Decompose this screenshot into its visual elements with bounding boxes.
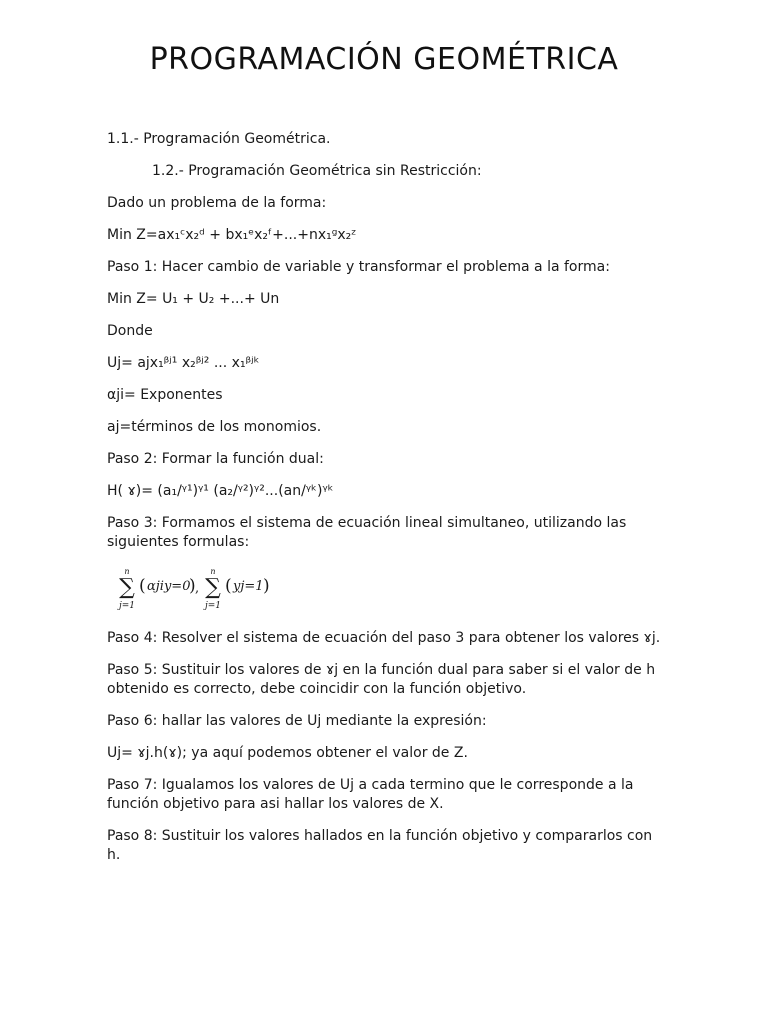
step-6: Paso 6: hallar las valores de Uj mediante la expresión: <box>107 713 487 729</box>
section-heading-1-1: 1.1.- Programación Geométrica. <box>107 131 331 147</box>
paren-open-2: ( <box>225 576 232 596</box>
sum-term-1: αjiy=0 <box>147 579 191 594</box>
sum-lower-limit-1: j=1 <box>118 601 136 611</box>
sum-lower-limit-2: j=1 <box>204 601 222 611</box>
summation-formula-graphic <box>113 565 313 617</box>
definition-exponents: αji= Exponentes <box>107 387 223 403</box>
definition-terms: aj=términos de los monomios. <box>107 419 322 435</box>
section-heading-1-2: 1.2.- Programación Geométrica sin Restricción: <box>152 163 482 179</box>
paragraph-intro: Dado un problema de la forma: <box>107 195 327 211</box>
summation-formula <box>113 565 667 617</box>
sum-symbol-1: ∑ <box>119 575 135 600</box>
step-3: Paso 3: Formamos el sistema de ecuación lineal simultaneo, utilizando las siguientes formulas: <box>107 515 627 550</box>
step-2: Paso 2: Formar la función dual: <box>107 451 324 467</box>
sum-term-2: yj=1 <box>233 579 264 594</box>
step-7: Paso 7: Igualamos los valores de Uj a cada termino que le corresponde a la función objetivo para asi hallar los valores de X. <box>107 777 634 812</box>
formula-uj-expression: Uj= ɤj.h(ɤ); ya aquí podemos obtener el valor de Z. <box>107 745 468 761</box>
step-4: Paso 4: Resolver el sistema de ecuación del paso 3 para obtener los valores ɤj. <box>107 630 661 646</box>
paren-close-2: ) <box>263 576 270 596</box>
paren-open-1: ( <box>139 576 146 596</box>
sum-upper-limit-2: n <box>210 567 216 576</box>
sum-upper-limit-1: n <box>124 567 130 576</box>
formula-min-z: Min Z= U₁ + U₂ +...+ Un <box>107 291 280 307</box>
page-title: PROGRAMACIÓN GEOMÉTRICA <box>149 42 619 77</box>
formula-dual-function: H( ɤ)= (a₁/ᵞ¹)ᵞ¹ (a₂/ᵞ²)ᵞ²...(an/ᵞᵏ)ᵞᵏ <box>107 483 334 499</box>
formula-uj: Uj= ajx₁ᵝʲ¹ x₂ᵝʲ² ... x₁ᵝʲᵏ <box>107 355 260 371</box>
formula-objective: Min Z=ax₁ᶜx₂ᵈ + bx₁ᵉx₂ᶠ+...+nx₁ᵍx₂ᶻ <box>107 227 357 243</box>
step-1: Paso 1: Hacer cambio de variable y transformar el problema a la forma: <box>107 259 610 275</box>
step-8: Paso 8: Sustituir los valores hallados en la función objetivo y compararlos con h. <box>107 828 653 863</box>
sum-symbol-2: ∑ <box>205 575 221 600</box>
paren-close-1: ) <box>189 576 196 596</box>
paragraph-donde: Donde <box>107 323 153 339</box>
document-body <box>107 130 667 878</box>
formula-separator: , <box>195 581 200 596</box>
step-5: Paso 5: Sustituir los valores de ɤj en la función dual para saber si el valor de h obtenido es correcto, debe coincidir con la función objetivo. <box>107 662 656 697</box>
